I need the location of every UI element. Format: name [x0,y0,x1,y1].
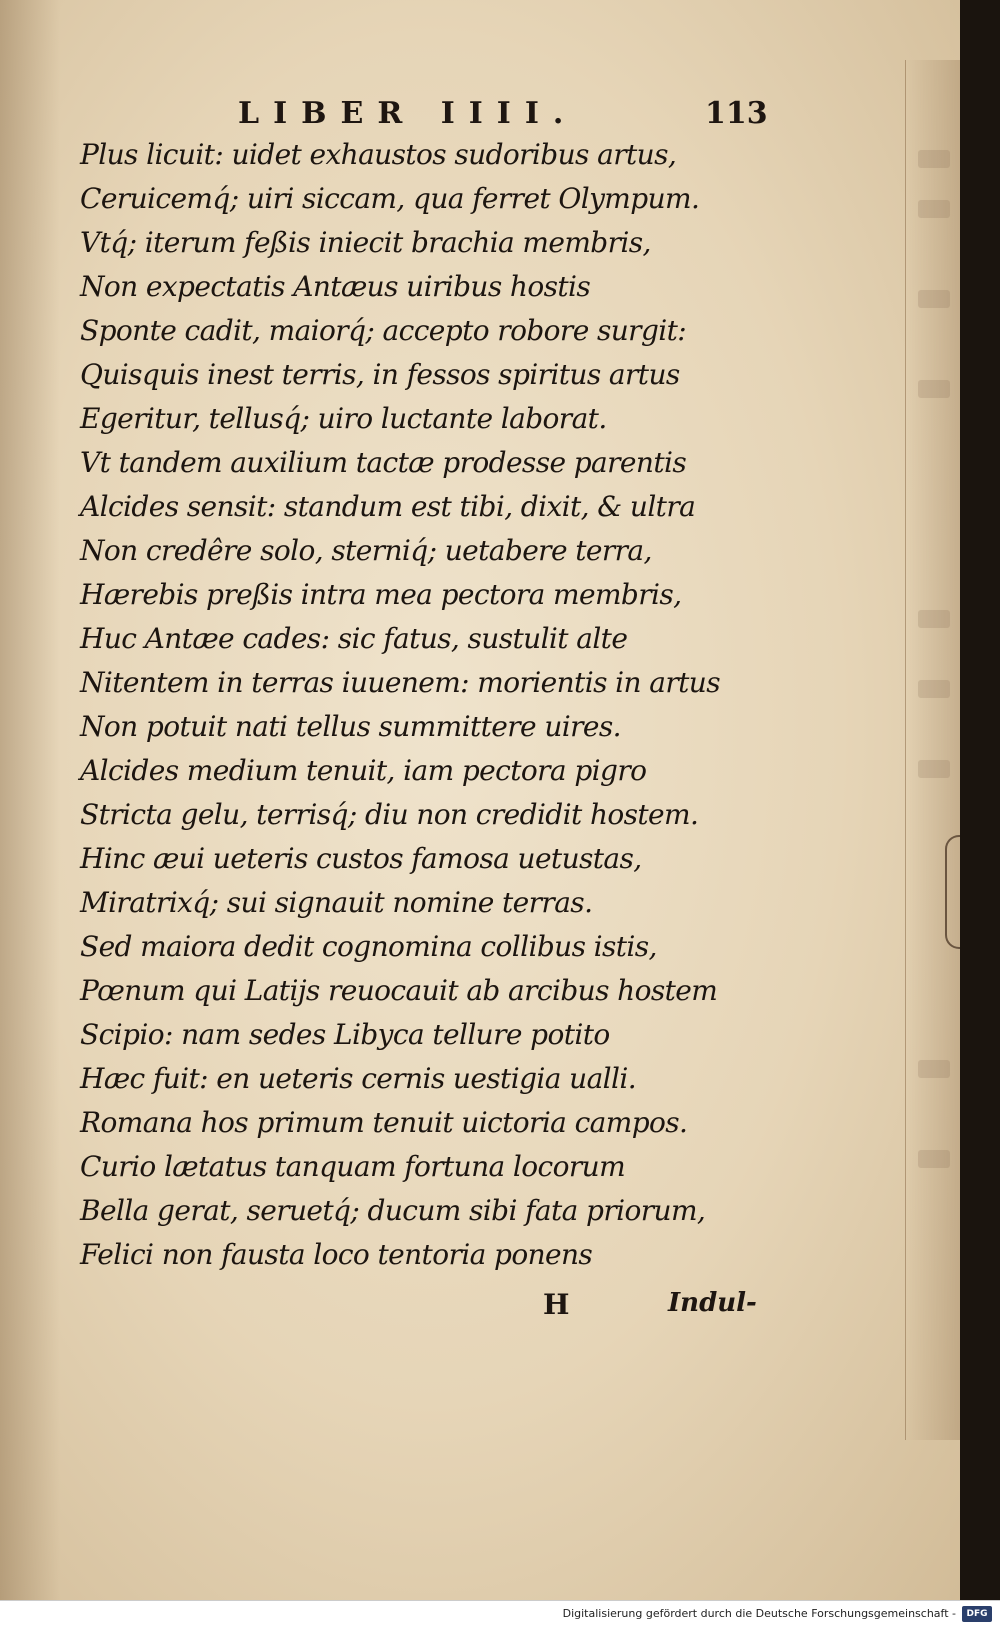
catchword: Indul- [668,1288,757,1318]
dfg-logo-icon: DFG [962,1606,992,1622]
verse-line: Pœnum qui Latijs reuocauit ab arcibus hostem [80,974,718,1007]
show-through-mark [918,380,950,398]
verse-line: Curio lætatus tanquam fortuna locorum [80,1150,626,1183]
running-title: LIBER IIII. [238,96,578,131]
show-through-mark [918,610,950,628]
verse-line: Quisquis inest terris, in fessos spiritus artus [80,358,680,391]
verse-line: Alcides medium tenuit, iam pectora pigro [80,754,647,787]
verse-line: Hinc æui ueteris custos famosa uetustas, [80,842,642,875]
verse-line: Hæc fuit: en ueteris cernis uestigia ualli. [80,1062,637,1095]
verse-line: Plus licuit: uidet exhaustos sudoribus artus, [80,138,677,171]
verse-line: Egeritur, tellusq́; uiro luctante laborat. [80,402,607,435]
verse-line: Stricta gelu, terrisq́; diu non credidit hostem. [80,798,699,831]
verse-line: Sed maiora dedit cognomina collibus istis, [80,930,657,963]
verse-line: Non expectatis Antæus uiribus hostis [80,270,591,303]
verse-line: Huc Antæe cades: sic fatus, sustulit alte [80,622,628,655]
show-through-mark [918,150,950,168]
verse-line: Non credêre solo, sterniq́; uetabere terra, [80,534,652,567]
verse-line: Non potuit nati tellus summittere uires. [80,710,621,743]
verse-block [80,133,780,1277]
show-through-mark [918,760,950,778]
folio-number: 113 [705,96,768,131]
show-through-mark [918,200,950,218]
facing-page-edge [905,60,960,1440]
verse-line: Romana hos primum tenuit uictoria campos. [80,1106,688,1139]
verse-line: Hærebis preßis intra mea pectora membris, [80,578,682,611]
show-through-mark [918,1060,950,1078]
verse-line: Vt tandem auxilium tactæ prodesse parentis [80,446,687,479]
signature-mark: H [543,1288,570,1321]
verse-line: Scipio: nam sedes Libyca tellure potito [80,1018,610,1051]
digitization-footer [0,1600,1000,1629]
binding-clasp [945,835,960,949]
verse-line: Ceruicemq́; uiri siccam, qua ferret Olympum. [80,182,700,215]
show-through-mark [918,680,950,698]
verse-line: Vtq́; iterum feßis iniecit brachia membris, [80,226,651,259]
digitization-credit: Digitalisierung gefördert durch die Deutsche Forschungsgemeinschaft - [562,1607,956,1620]
verse-line: Felici non fausta loco tentoria ponens [80,1238,593,1271]
show-through-mark [918,1150,950,1168]
verse-line: Sponte cadit, maiorq́; accepto robore surgit: [80,314,687,347]
verse-line: Bella gerat, seruetq́; ducum sibi fata priorum, [80,1194,706,1227]
verse-line: Nitentem in terras iuuenem: morientis in artus [80,666,720,699]
show-through-mark [918,290,950,308]
verse-line: Miratrixq́; sui signauit nomine terras. [80,886,593,919]
verse-line: Alcides sensit: standum est tibi, dixit, & ultra [80,490,696,523]
